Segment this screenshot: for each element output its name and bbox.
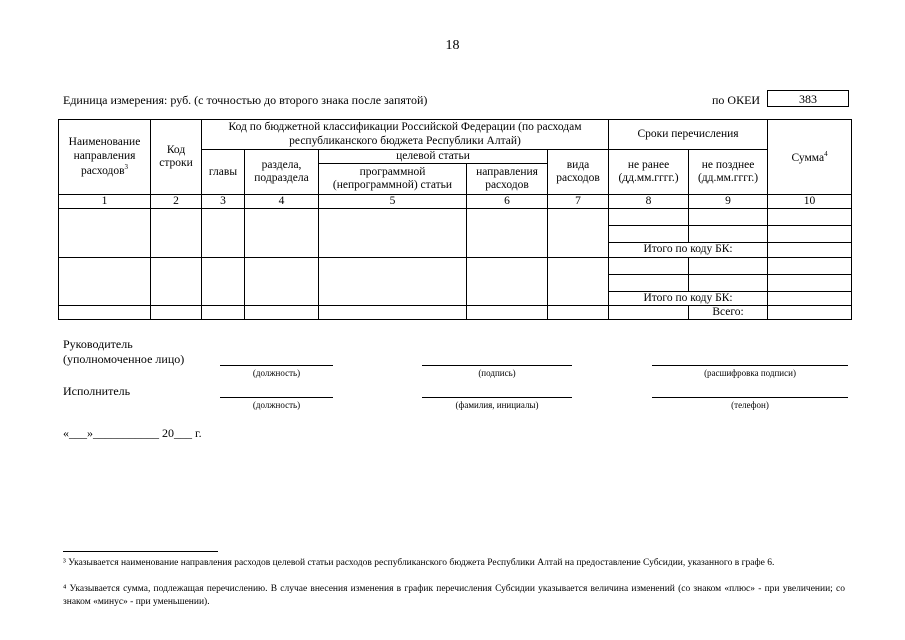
table-cell[interactable] — [768, 226, 852, 243]
header-expense-direction: направления расходов — [467, 164, 548, 195]
table-cell[interactable] — [245, 209, 319, 257]
col-number: 3 — [202, 195, 245, 209]
col-number: 1 — [59, 195, 151, 209]
table-cell — [548, 305, 609, 319]
col-number: 10 — [768, 195, 852, 209]
header-direction-name: Наименование направления расходов$^3$ — [59, 120, 151, 195]
table-cell — [151, 305, 202, 319]
caption-position: (должность) — [252, 368, 301, 378]
header-transfer-terms: Сроки перечисления — [609, 120, 768, 150]
table-cell[interactable] — [609, 226, 689, 243]
table-cell — [202, 305, 245, 319]
head-decoding-field[interactable] — [652, 365, 848, 366]
footnote-4: ⁴ Указывается сумма, подлежащая перечислению. В случае внесения изменения в график перечисления Субсидии указывается величина изменений (со знаком «плюс» - при увеличении; со знаком «минус» - при уменьшении). — [63, 584, 845, 607]
footnote-separator — [63, 551, 218, 552]
subtotal-label: Итого по коду БК: — [609, 243, 768, 257]
table-cell[interactable] — [59, 257, 151, 305]
table-cell[interactable] — [768, 274, 852, 291]
executor-phone-field[interactable] — [652, 397, 848, 398]
col-number: 8 — [609, 195, 689, 209]
caption-phone: (телефон) — [731, 400, 769, 410]
table-cell[interactable] — [548, 257, 609, 305]
table-cell[interactable] — [467, 209, 548, 257]
col-number: 2 — [151, 195, 202, 209]
head-label: Руководитель (уполномоченное лицо) — [63, 337, 185, 366]
table-cell[interactable] — [319, 209, 467, 257]
table-cell[interactable] — [689, 257, 768, 274]
col-number: 5 — [319, 195, 467, 209]
table-cell[interactable] — [245, 257, 319, 305]
header-sum: Сумма$^4$ — [768, 120, 852, 195]
total-value[interactable] — [768, 305, 852, 319]
date-line: «___»___________ 20___ г. — [63, 426, 202, 440]
executor-label: Исполнитель — [63, 384, 131, 398]
table-cell[interactable] — [151, 257, 202, 305]
header-chapter: главы — [202, 150, 245, 195]
table-cell[interactable] — [319, 257, 467, 305]
header-row-code: Код строки — [151, 120, 202, 195]
header-not-after: не позднее (дд.мм.гггг.) — [689, 150, 768, 195]
okei-label: по ОКЕИ — [712, 93, 761, 107]
table-cell[interactable] — [609, 274, 689, 291]
table-cell — [245, 305, 319, 319]
caption-position-2: (должность) — [252, 400, 301, 410]
table-cell — [59, 305, 151, 319]
executor-name-field[interactable] — [422, 397, 572, 398]
subtotal-label: Итого по коду БК: — [609, 291, 768, 305]
table-cell[interactable] — [467, 257, 548, 305]
caption-name: (фамилия, инициалы) — [455, 400, 539, 410]
col-number: 4 — [245, 195, 319, 209]
table-cell[interactable] — [609, 209, 689, 226]
table-cell — [467, 305, 548, 319]
subtotal-value[interactable] — [768, 243, 852, 257]
head-signature-field[interactable] — [422, 365, 572, 366]
table-cell[interactable] — [59, 209, 151, 257]
executor-position-field[interactable] — [220, 397, 333, 398]
header-budget-classification: Код по бюджетной классификации Российской Федерации (по расходам республиканского бюджета Республики Алтай) — [202, 120, 609, 150]
table-cell[interactable] — [151, 209, 202, 257]
table-cell[interactable] — [689, 274, 768, 291]
header-not-before: не ранее (дд.мм.гггг.) — [609, 150, 689, 195]
col-number: 6 — [467, 195, 548, 209]
table-cell[interactable] — [609, 257, 689, 274]
header-expense-type: вида расходов — [548, 150, 609, 195]
page-number: 18 — [445, 38, 460, 53]
caption-decoding: (расшифровка подписи) — [704, 368, 796, 378]
table-cell[interactable] — [768, 209, 852, 226]
table-cell — [609, 305, 689, 319]
header-target-article: целевой статьи — [319, 150, 548, 164]
col-number: 9 — [689, 195, 768, 209]
table-cell[interactable] — [768, 257, 852, 274]
table-cell[interactable] — [689, 226, 768, 243]
table-cell[interactable] — [202, 257, 245, 305]
total-label: Всего: — [689, 305, 768, 319]
header-program-article: программной (непрограммной) статьи — [319, 164, 467, 195]
table-cell — [319, 305, 467, 319]
transfer-schedule-table — [58, 119, 852, 320]
unit-of-measure: Единица измерения: руб. (с точностью до второго знака после запятой) — [63, 93, 428, 107]
table-cell[interactable] — [689, 209, 768, 226]
caption-signature: (подпись) — [478, 368, 516, 378]
okei-code-field[interactable]: 383 — [767, 90, 849, 107]
header-section: раздела, подраздела — [245, 150, 319, 195]
table-cell[interactable] — [548, 209, 609, 257]
col-number: 7 — [548, 195, 609, 209]
table-cell[interactable] — [202, 209, 245, 257]
footnote-3: ³ Указывается наименование направления расходов целевой статьи расходов республиканского бюджета Республики Алтай на предоставление Субсидии, указанного в графе 6. — [63, 558, 775, 568]
head-position-field[interactable] — [220, 365, 333, 366]
subtotal-value[interactable] — [768, 291, 852, 305]
